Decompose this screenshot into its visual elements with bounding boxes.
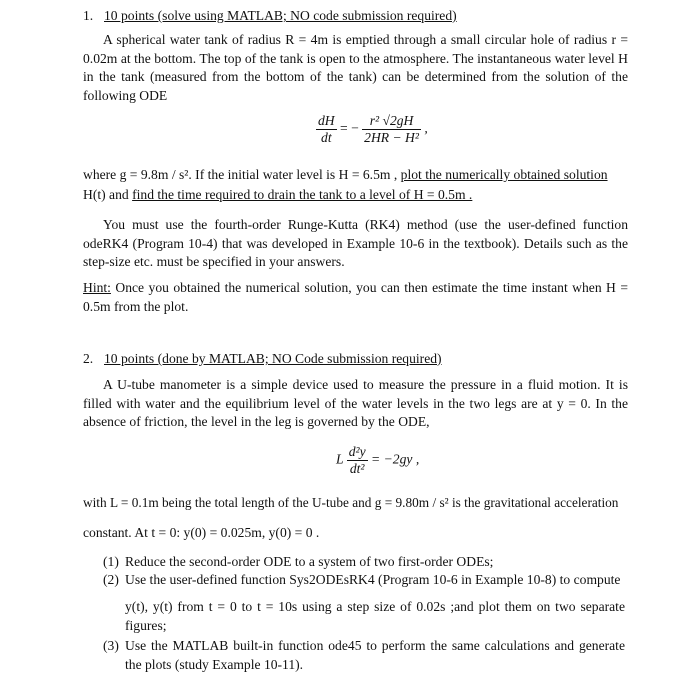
- list-item-text: Use the MATLAB built-in function ode45 to perform the same calculations and generate the plots (study Example 10-11).: [125, 638, 625, 672]
- list-item-number: (1): [103, 554, 119, 569]
- rk4-paragraph: You must use the fourth-order Runge-Kutta (RK4) method (use the user-defined function odeRK4 (Program 10-4) that was developed in Example 10-6 in the textbook). Details such as the step-size etc. must be specified in your answers.: [83, 217, 628, 269]
- problem-1-number: 1.: [83, 8, 94, 23]
- problem-2-paragraph: A U-tube manometer is a simple device used to measure the pressure in a fluid motion. It is filled with water and the equilibrium level of the water levels in the two legs are at y = 0. In the absence of friction, the level in the leg is governed by the ODE,: [83, 377, 628, 429]
- hint-label: Hint:: [83, 280, 111, 295]
- list-item-text: Use the user-defined function Sys2ODEsRK4 (Program 10-6 in Example 10-8) to compute: [125, 572, 621, 587]
- list-item-number: (3): [103, 638, 119, 653]
- where-line-1: [83, 166, 608, 185]
- problem-2-number: 2.: [83, 351, 94, 366]
- hint-paragraph: [83, 279, 628, 316]
- eq1-rhs-denominator: 2HR − H²: [364, 130, 419, 145]
- eq1-lhs-denominator: dt: [321, 130, 332, 145]
- eq1-lhs-numerator: dH: [318, 113, 335, 128]
- eq1-rhs-numerator: r² √2gH: [362, 113, 421, 130]
- where-text-b: H(t) and: [83, 187, 129, 202]
- with-line: with L = 0.1m being the total length of the U-tube and g = 9.80m / s² is the gravitational acceleration: [83, 495, 619, 510]
- ode-equation-1: [316, 113, 428, 146]
- list-item-number: (2): [103, 572, 119, 587]
- eq2-L: L: [336, 451, 344, 467]
- drain-time-instruction: find the time required to drain the tank to a level of H = 0.5m .: [132, 187, 473, 202]
- ode-equation-2: [336, 444, 419, 477]
- problem-1-paragraph: A spherical water tank of radius R = 4m is emptied through a small circular hole of radius r = 0.02m at the bottom. The top of the tank is open to the atmosphere. The instantaneous water level H in the tank (measured from the bottom of the tank) can be determined from the solution of the following ODE: [83, 32, 628, 103]
- list-item-text: Reduce the second-order ODE to a system of two first-order ODEs;: [125, 554, 494, 569]
- problem-1-title: 10 points (solve using MATLAB; NO code submission required): [104, 8, 457, 23]
- eq2-rhs: = −2gy ,: [371, 451, 420, 467]
- list-item-text: y(t), y(t) from t = 0 to t = 10s using a step size of 0.02s ;and plot them on two separate figures;: [125, 599, 625, 633]
- hint-text: Once you obtained the numerical solution, you can then estimate the time instant when H = 0.5m from the plot.: [83, 280, 628, 314]
- eq2-numerator: d²y: [348, 444, 366, 459]
- plot-instruction: plot the numerically obtained solution: [400, 167, 608, 182]
- eq2-denominator: dt²: [349, 461, 365, 476]
- eq1-equals: = −: [340, 120, 359, 136]
- eq1-tail: ,: [424, 120, 428, 136]
- where-line-2: [83, 186, 472, 205]
- problem-2-title: 10 points (done by MATLAB; NO Code submission required): [104, 351, 442, 366]
- constant-line: constant. At t = 0: y(0) = 0.025m, y(0) = 0 .: [83, 525, 320, 540]
- where-text-a: where g = 9.8m / s². If the initial water level is H = 6.5m ,: [83, 167, 398, 182]
